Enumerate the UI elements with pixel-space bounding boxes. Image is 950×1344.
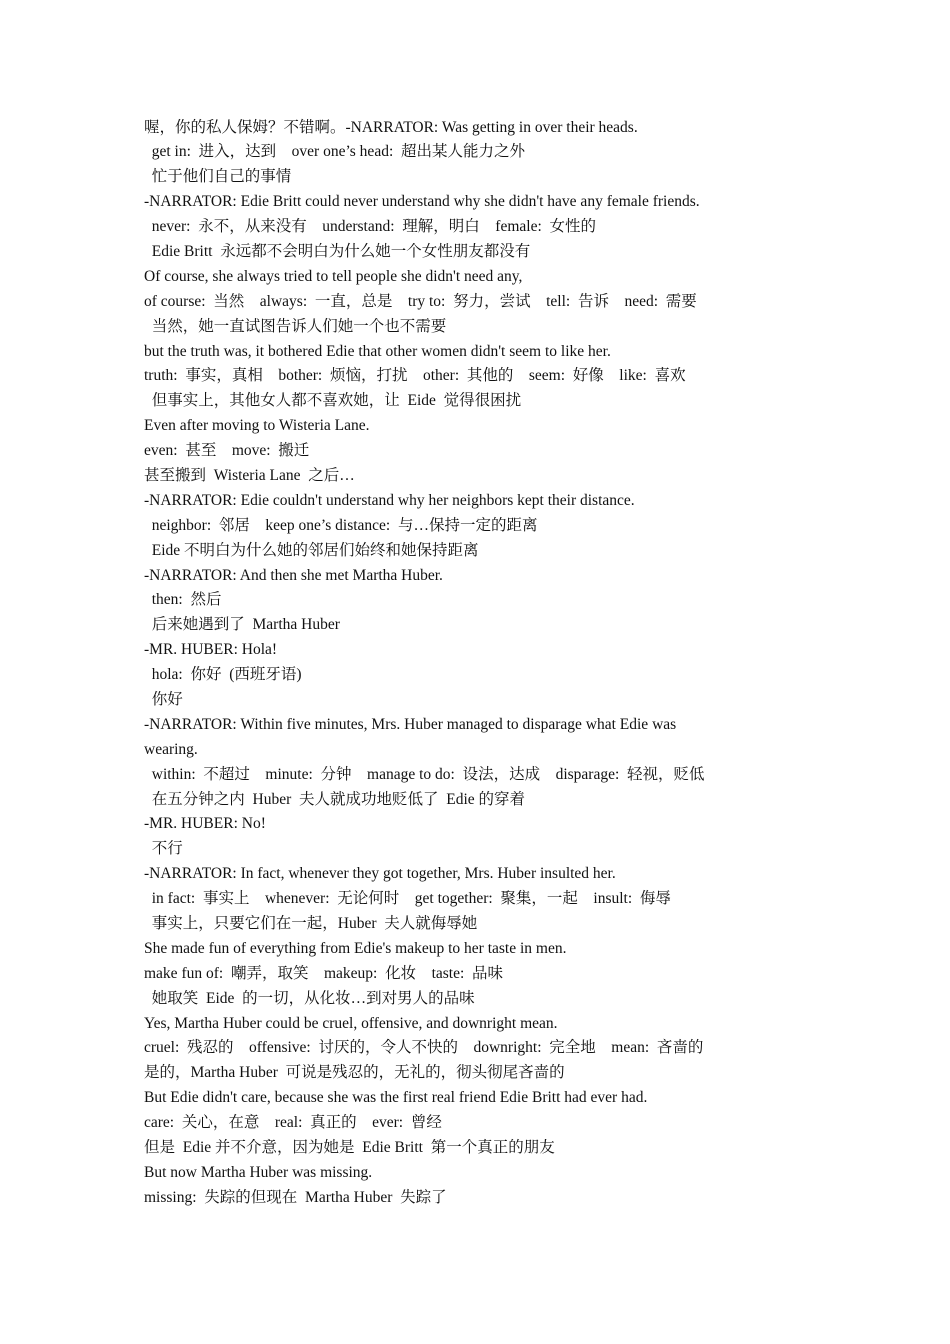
- text-line: cruel: 残忍的 offensive: 讨厌的，令人不快的 downright: 完全地 mean: 吝啬的: [144, 1039, 704, 1057]
- text-line: then: 然后: [144, 591, 222, 609]
- text-line: never: 永不，从来没有 understand: 理解，明白 female: 女性的: [144, 218, 597, 236]
- text-line: wearing.: [144, 740, 198, 758]
- text-line: get in: 进入，达到 over one’s head: 超出某人能力之外: [144, 143, 525, 161]
- text-line: 后来她遇到了 Martha Huber: [144, 616, 340, 634]
- text-line: Eide 不明白为什么她的邻居们始终和她保持距离: [144, 541, 479, 559]
- text-line: 忙于他们自己的事情: [144, 168, 292, 186]
- text-line: 是的，Martha Huber 可说是残忍的，无礼的，彻头彻尾吝啬的: [144, 1064, 565, 1082]
- text-line: in fact: 事实上 whenever: 无论何时 get together: 聚集，一起 insult: 侮辱: [144, 890, 671, 908]
- text-line: -NARRATOR: And then she met Martha Huber.: [144, 566, 443, 584]
- text-line: 事实上，只要它们在一起，Huber 夫人就侮辱她: [144, 915, 478, 932]
- text-line: She made fun of everything from Edie's makeup to her taste in men.: [144, 939, 567, 957]
- text-line: 喔，你的私人保姆？不错啊。-NARRATOR: Was getting in over their heads.: [144, 118, 638, 136]
- text-line: Edie Britt 永远都不会明白为什么她一个女性朋友都没有: [144, 242, 531, 260]
- text-line: within: 不超过 minute: 分钟 manage to do: 设法，达成 disparage: 轻视，贬低: [144, 765, 705, 783]
- text-line: -NARRATOR: In fact, whenever they got together, Mrs. Huber insulted her.: [144, 865, 616, 883]
- text-line: 不行: [144, 840, 183, 858]
- text-line: 但是 Edie 并不介意，因为她是 Edie Britt 第一个真正的朋友: [144, 1139, 555, 1157]
- document-page: [144, 116, 764, 1211]
- text-line: 你好: [144, 690, 183, 708]
- text-line: hola: 你好 (西班牙语): [144, 666, 302, 684]
- text-line: 甚至搬到 Wisteria Lane 之后…: [144, 466, 355, 484]
- text-line: -NARRATOR: Within five minutes, Mrs. Huber managed to disparage what Edie was: [144, 715, 677, 733]
- text-line: Of course, she always tried to tell people she didn't need any,: [144, 267, 523, 285]
- text-line: 在五分钟之内 Huber 夫人就成功地贬低了 Edie 的穿着: [144, 790, 526, 808]
- text-line: 她取笑 Eide 的一切，从化妆…到对男人的品味: [144, 989, 475, 1007]
- text-line: missing: 失踪的但现在 Martha Huber 失踪了: [144, 1188, 447, 1206]
- text-line: 当然，她一直试图告诉人们她一个也不需要: [144, 317, 447, 335]
- text-line: make fun of: 嘲弄，取笑 makeup: 化妆 taste: 品味: [144, 964, 504, 982]
- text-line: -MR. HUBER: No!: [144, 815, 266, 833]
- text-line: -NARRATOR: Edie Britt could never understand why she didn't have any female friends.: [144, 193, 700, 211]
- text-line: 但事实上，其他女人都不喜欢她，让 Eide 觉得很困扰: [144, 392, 522, 410]
- text-line: -MR. HUBER: Hola!: [144, 641, 278, 659]
- text-line: Yes, Martha Huber could be cruel, offensive, and downright mean.: [144, 1014, 558, 1032]
- text-line: but the truth was, it bothered Edie that other women didn't seem to like her.: [144, 342, 611, 360]
- text-line: But now Martha Huber was missing.: [144, 1163, 373, 1181]
- text-line: Even after moving to Wisteria Lane.: [144, 417, 370, 435]
- text-line: even: 甚至 move: 搬迁: [144, 442, 310, 460]
- text-line: -NARRATOR: Edie couldn't understand why her neighbors kept their distance.: [144, 491, 635, 509]
- text-line: of course: 当然 always: 一直，总是 try to: 努力，尝试 tell: 告诉 need: 需要: [144, 292, 697, 310]
- text-line: care: 关心，在意 real: 真正的 ever: 曾经: [144, 1114, 442, 1132]
- text-line: But Edie didn't care, because she was the first real friend Edie Britt had ever had.: [144, 1089, 648, 1107]
- text-line: neighbor: 邻居 keep one’s distance: 与…保持一定的距离: [144, 516, 538, 534]
- text-line: truth: 事实，真相 bother: 烦恼，打扰 other: 其他的 seem: 好像 like: 喜欢: [144, 367, 686, 385]
